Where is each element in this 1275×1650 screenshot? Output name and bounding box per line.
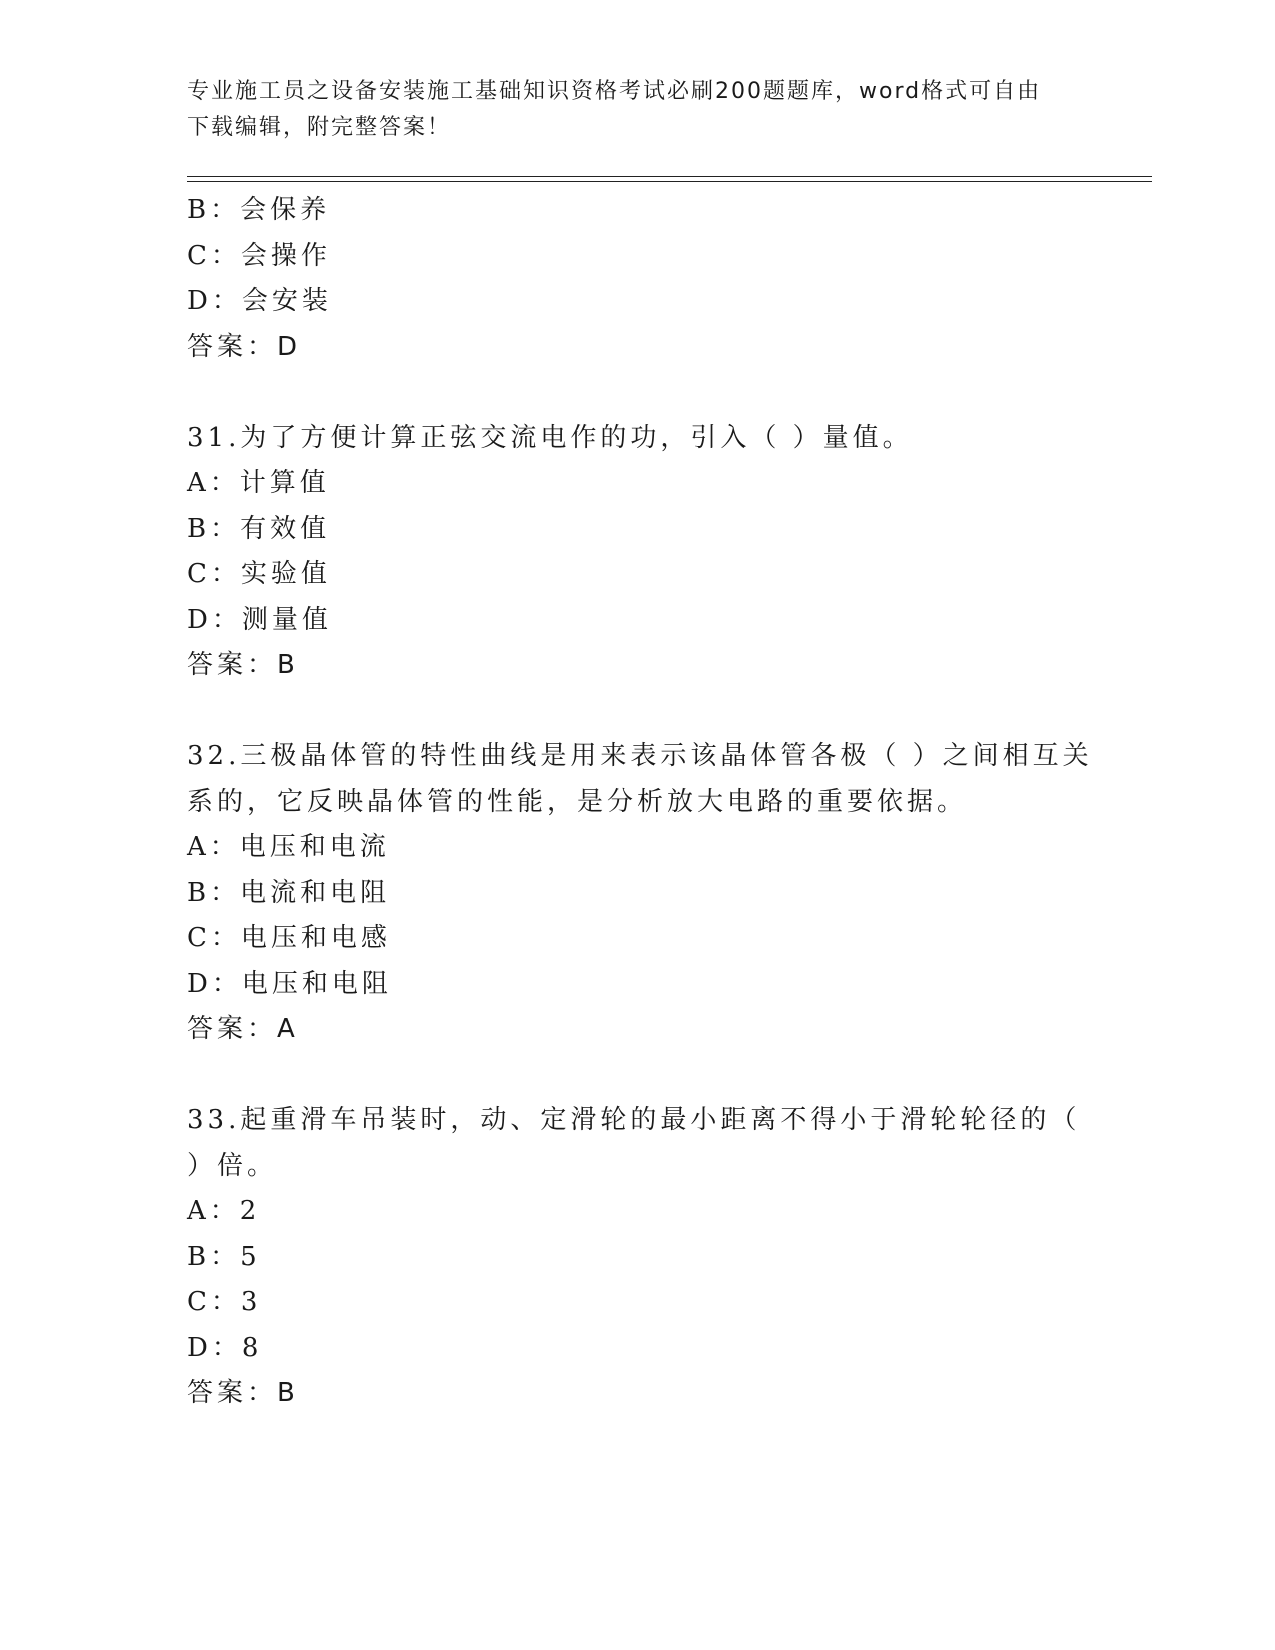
header-divider-top (187, 176, 1152, 177)
option-d: D：电压和电阻 (187, 968, 392, 999)
option-d: D：8 (187, 1332, 263, 1363)
option-b: B：有效值 (187, 513, 331, 544)
answer-line: 答案：B (187, 650, 299, 680)
question-text-line-2: 系的，它反映晶体管的性能，是分析放大电路的重要依据。 (187, 786, 968, 817)
spacer (187, 689, 1067, 735)
answer-line: 答案：D (187, 331, 302, 362)
question-33 (187, 1098, 1081, 1417)
option-b: B：电流和电阻 (187, 877, 391, 908)
question-text-line-2: ）倍。 (187, 1150, 278, 1181)
option-b: B：会保养 (187, 195, 331, 225)
document-header (187, 74, 1067, 146)
header-line-2: 下载编辑，附完整答案！ (187, 115, 452, 140)
answer-line: 答案：B (187, 1378, 299, 1408)
option-d: D：会安装 (187, 286, 332, 316)
option-c: C：3 (187, 1287, 262, 1317)
option-c: C：实验值 (187, 559, 331, 589)
option-c: C：电压和电感 (187, 923, 391, 953)
question-text: 31.为了方便计算正弦交流电作的功，引入（ ）量值。 (187, 422, 913, 453)
answer-line: 答案：A (187, 1014, 299, 1044)
header-line-1: 专业施工员之设备安装施工基础知识资格考试必刷200题题库，word格式可自由 (187, 79, 1042, 104)
option-a: A：2 (187, 1196, 261, 1226)
question-31 (187, 416, 1067, 689)
option-a: A：电压和电流 (187, 832, 390, 862)
question-30-continuation (187, 188, 1067, 370)
header-divider-bottom (187, 181, 1152, 182)
question-text-line-1: 33.起重滑车吊装时，动、定滑轮的最小距离不得小于滑轮轮径的（ (187, 1105, 1081, 1135)
spacer (187, 1053, 1067, 1099)
question-text-line-1: 32.三极晶体管的特性曲线是用来表示该晶体管各极（ ）之间相互关 (187, 741, 1093, 771)
option-d: D：测量值 (187, 604, 332, 635)
spacer (187, 370, 1067, 416)
question-list (187, 188, 1093, 1417)
question-32 (187, 734, 1093, 1053)
option-b: B：5 (187, 1241, 261, 1272)
option-c: C：会操作 (187, 240, 331, 271)
option-a: A：计算值 (187, 468, 330, 498)
